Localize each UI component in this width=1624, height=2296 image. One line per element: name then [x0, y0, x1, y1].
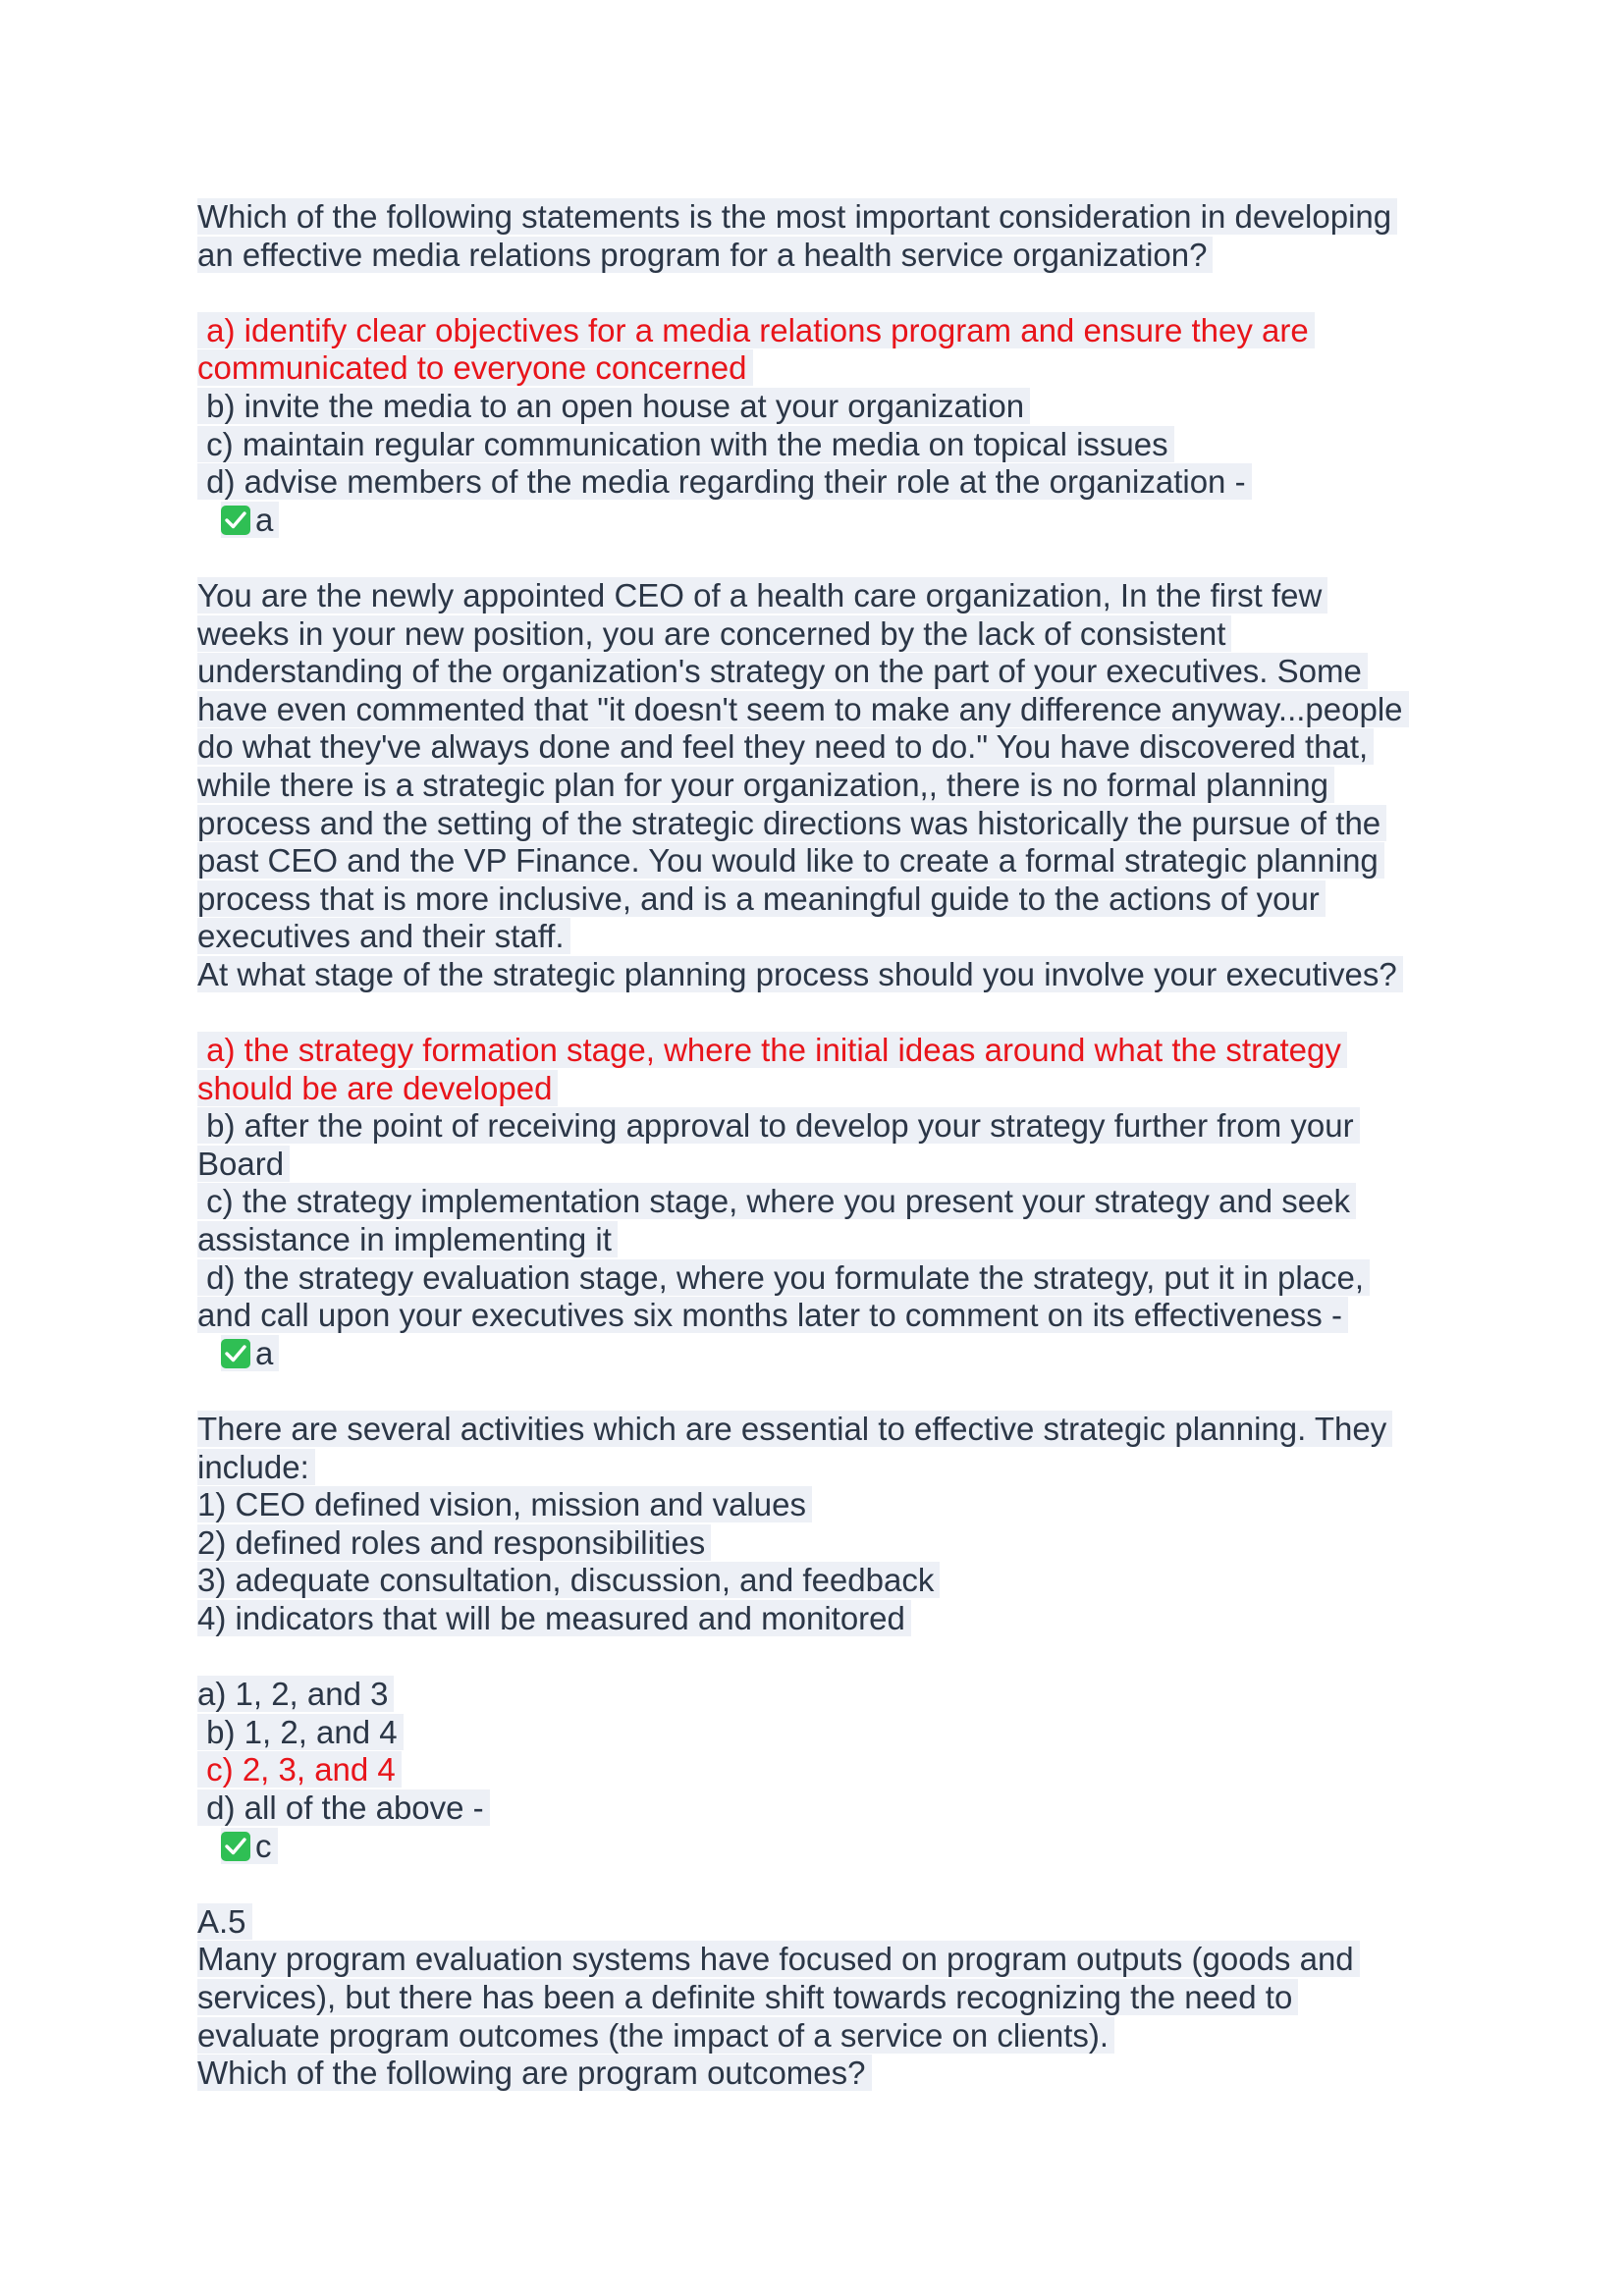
answer-line	[197, 1335, 1454, 1373]
question-stem-line: You are the newly appointed CEO of a health care organization, In the first few	[197, 577, 1454, 615]
option-line: c) maintain regular communication with the media on topical issues	[197, 426, 1454, 464]
option-line: b) after the point of receiving approval to develop your strategy further from your	[197, 1107, 1454, 1146]
question-stem-line: executives and their staff.	[197, 918, 1454, 956]
question-stem-line: 3) adequate consultation, discussion, and feedback	[197, 1562, 1454, 1600]
question-stem-line: Which of the following are program outcomes?	[197, 2055, 1454, 2093]
check-mark-icon	[221, 1832, 250, 1861]
correct-option-line: a) identify clear objectives for a media relations program and ensure they are	[197, 312, 1454, 350]
question-stem-line: evaluate program outcomes (the impact of a service on clients).	[197, 2017, 1454, 2056]
question-stem-line: have even commented that "it doesn't seem to make any difference anyway...people	[197, 691, 1454, 729]
question-stem-line: At what stage of the strategic planning process should you involve your executives?	[197, 956, 1454, 994]
option-line: b) 1, 2, and 4	[197, 1714, 1454, 1752]
question-label: A.5	[197, 1903, 1454, 1942]
question-stem-line: weeks in your new position, you are concerned by the lack of consistent	[197, 615, 1454, 654]
question-stem-line: include:	[197, 1449, 1454, 1487]
answer-letter: c	[255, 1827, 272, 1864]
question-stem-line: 4) indicators that will be measured and monitored	[197, 1600, 1454, 1638]
question-stem-line: do what they've always done and feel they need to do." You have discovered that,	[197, 728, 1454, 767]
answer-letter: a	[255, 501, 274, 538]
correct-option-line: c) 2, 3, and 4	[197, 1751, 1454, 1789]
correct-option-line: communicated to everyone concerned	[197, 349, 1454, 388]
question-stem-line: Many program evaluation systems have focused on program outputs (goods and	[197, 1941, 1454, 1979]
answer-letter: a	[255, 1334, 274, 1371]
answer-line	[197, 502, 1454, 540]
option-line: assistance in implementing it	[197, 1221, 1454, 1259]
question-2	[197, 577, 1454, 1411]
option-line: d) all of the above -	[197, 1789, 1454, 1828]
question-stem-line: understanding of the organization's strategy on the part of your executives. Some	[197, 653, 1454, 691]
option-line: b) invite the media to an open house at your organization	[197, 388, 1454, 426]
check-mark-icon	[221, 1339, 250, 1368]
document-body	[197, 198, 1454, 2093]
option-line: c) the strategy implementation stage, where you present your strategy and seek	[197, 1183, 1454, 1221]
question-stem-line: 2) defined roles and responsibilities	[197, 1524, 1454, 1563]
question-stem-line: Which of the following statements is the most important consideration in developing	[197, 198, 1454, 237]
question-stem-line: services), but there has been a definite shift towards recognizing the need to	[197, 1979, 1454, 2017]
option-line: a) 1, 2, and 3	[197, 1676, 1454, 1714]
option-line: d) advise members of the media regarding their role at the organization -	[197, 463, 1454, 502]
option-line: and call upon your executives six months later to comment on its effectiveness -	[197, 1297, 1454, 1335]
question-4	[197, 1903, 1454, 2093]
answer-line	[197, 1828, 1454, 1866]
question-stem-line: an effective media relations program for a health service organization?	[197, 237, 1454, 275]
correct-option-line: a) the strategy formation stage, where the initial ideas around what the strategy	[197, 1032, 1454, 1070]
question-stem-line: past CEO and the VP Finance. You would like to create a formal strategic planning	[197, 842, 1454, 881]
option-line: Board	[197, 1146, 1454, 1184]
correct-option-line: should be are developed	[197, 1070, 1454, 1108]
question-stem-line: There are several activities which are essential to effective strategic planning. They	[197, 1411, 1454, 1449]
question-stem-line: process and the setting of the strategic directions was historically the pursue of the	[197, 805, 1454, 843]
question-stem-line: 1) CEO defined vision, mission and values	[197, 1486, 1454, 1524]
question-3	[197, 1411, 1454, 1903]
check-mark-icon	[221, 506, 250, 535]
question-stem-line: process that is more inclusive, and is a meaningful guide to the actions of your	[197, 881, 1454, 919]
option-line: d) the strategy evaluation stage, where you formulate the strategy, put it in place,	[197, 1259, 1454, 1298]
question-stem-line: while there is a strategic plan for your organization,, there is no formal planning	[197, 767, 1454, 805]
question-1	[197, 198, 1454, 577]
